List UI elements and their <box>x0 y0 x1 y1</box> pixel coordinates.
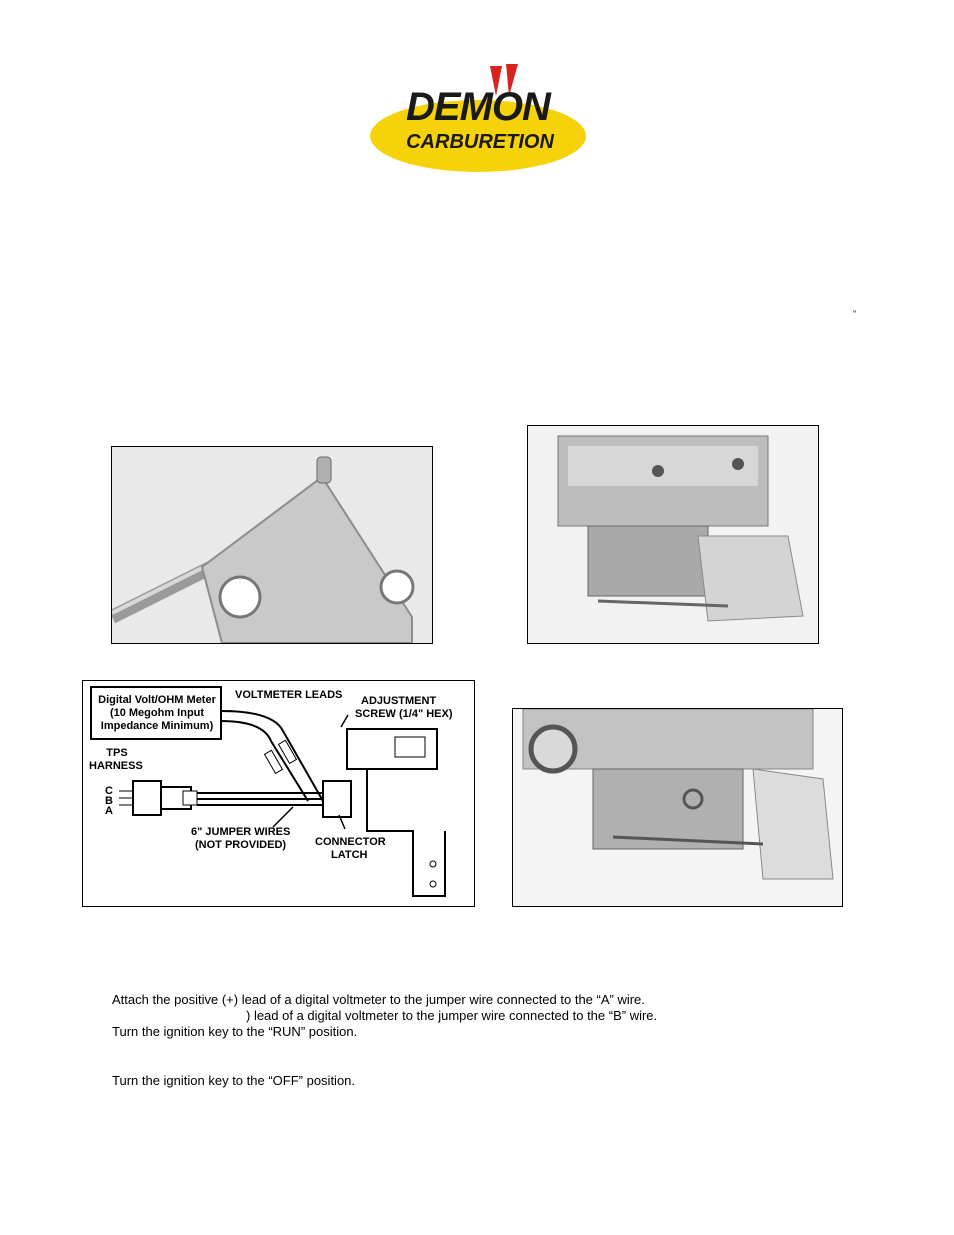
jumper-label-line2: (NOT PROVIDED) <box>195 839 287 851</box>
tps-label-line2: HARNESS <box>89 760 143 772</box>
pin-a-label: A <box>105 805 113 817</box>
tps-label-line1: TPS <box>106 747 128 759</box>
instruction-step-1: Attach the positive (+) lead of a digital voltmeter to the jumper wire connected to the “A” wire. <box>112 992 645 1007</box>
meter-label-line2: (10 Megohm Input <box>109 707 205 719</box>
instruction-step-3: Turn the ignition key to the “RUN” position. <box>112 1024 358 1039</box>
adjustment-label-line1: ADJUSTMENT <box>361 695 437 707</box>
pin-b-label: B <box>105 795 113 807</box>
adjustment-label-line2: SCREW (1/4" HEX) <box>355 708 453 720</box>
svg-text:DEMON: DEMON <box>406 85 550 129</box>
stray-quote-mark: ” <box>853 309 856 319</box>
meter-label-line3: Impedance Minimum) <box>100 720 214 732</box>
svg-text:CARBURETION: CARBURETION <box>406 131 554 153</box>
connector-label-line1: CONNECTOR <box>315 836 386 848</box>
jumper-label-line1: 6" JUMPER WIRES <box>191 826 291 838</box>
instruction-step-2: ) lead of a digital voltmeter to the jumper wire connected to the “B” wire. <box>246 1008 658 1023</box>
voltmeter-leads-label: VOLTMETER LEADS <box>235 689 343 701</box>
demon-carburetion-logo <box>368 62 588 174</box>
bracket-photo <box>111 446 433 644</box>
instruction-step-4: Turn the ignition key to the “OFF” position. <box>112 1073 356 1088</box>
connector-label-line2: LATCH <box>331 849 368 861</box>
carburetor-photo-top <box>527 425 819 644</box>
carburetor-photo-bottom <box>512 708 843 907</box>
wiring-diagram <box>82 680 475 907</box>
pin-c-label: C <box>105 785 113 797</box>
meter-label-line1: Digital Volt/OHM Meter <box>98 694 216 706</box>
